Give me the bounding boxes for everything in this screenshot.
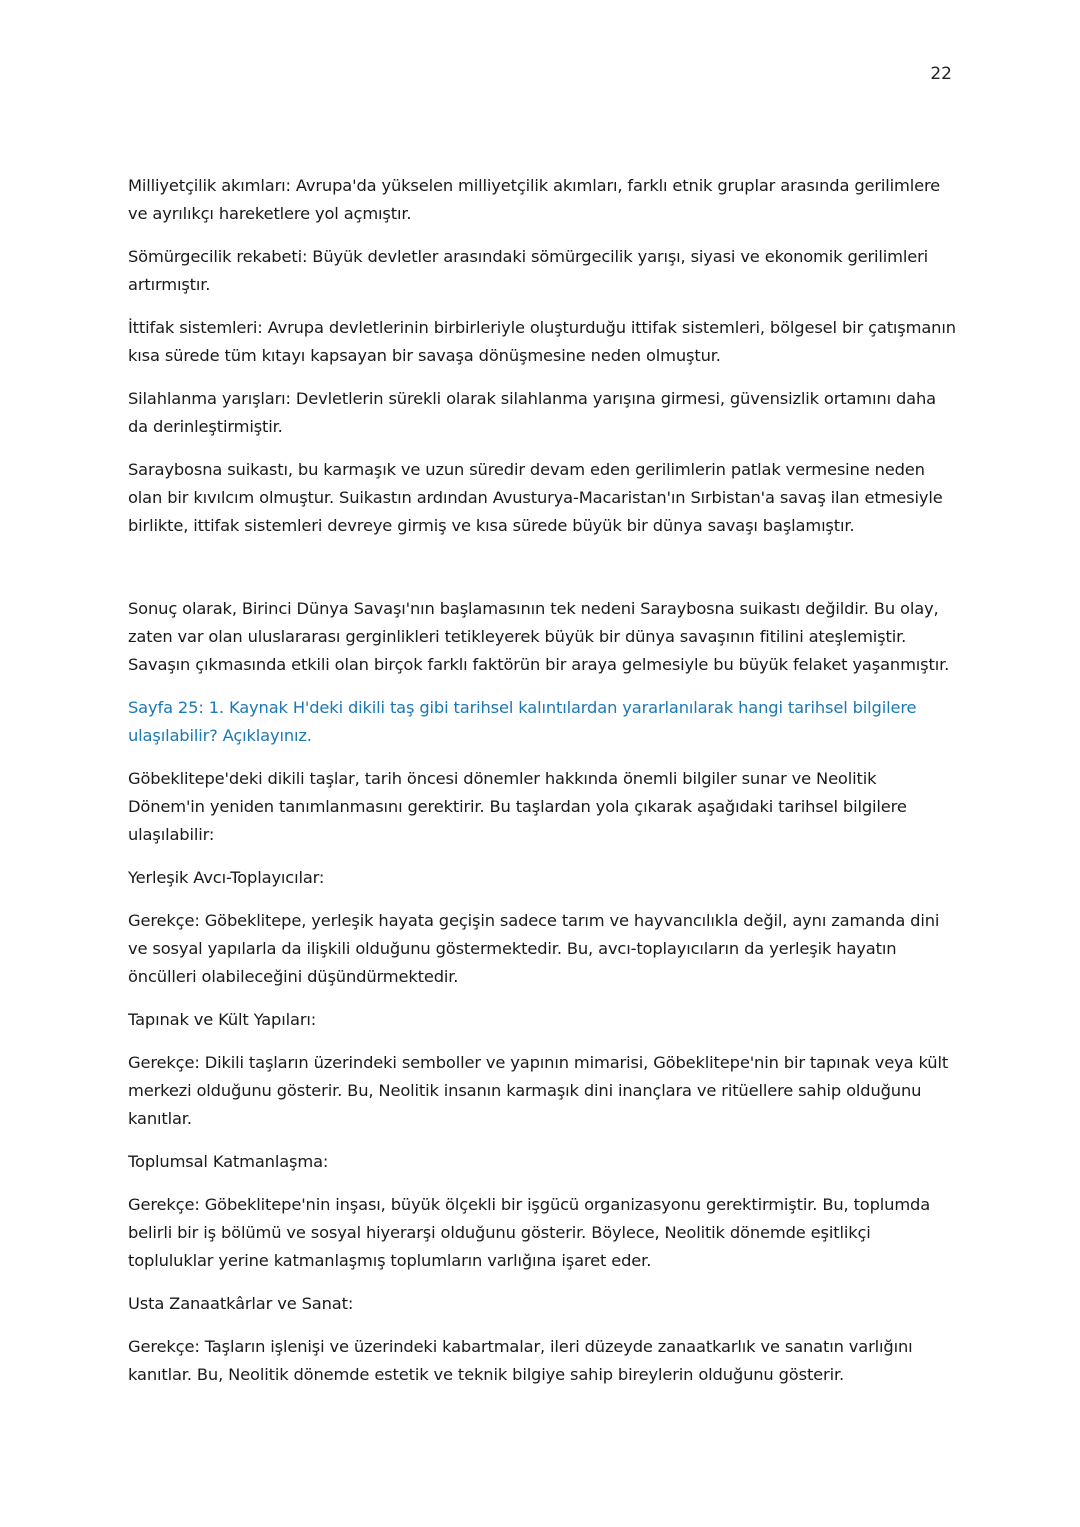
subheading-craftsmen: Usta Zanaatkârlar ve Sanat: bbox=[128, 1294, 354, 1313]
subheading-hunter-gatherers: Yerleşik Avcı-Toplayıcılar: bbox=[128, 868, 325, 887]
paragraph-arms-race: Silahlanma yarışları: Devletlerin sürekli olarak silahlanma yarışına girmesi, güvensizlik ortamını daha da derinleştirmiştir. bbox=[128, 389, 936, 436]
subheading-temples: Tapınak ve Kült Yapıları: bbox=[128, 1010, 317, 1029]
paragraph-reason-stratification: Gerekçe: Göbeklitepe'nin inşası, büyük ölçekli bir işgücü organizasyonu gerektirmiştir. Bu, toplumda belirli bir iş bölümü ve sosyal hiyerarşi olduğunu gösterir. Böylece, Neolitik dönemde eşitlikçi topluluklar yerine katmanlaşmış toplumların varlığına işaret eder. bbox=[128, 1195, 931, 1270]
document-body bbox=[128, 172, 958, 1404]
paragraph-conclusion: Sonuç olarak, Birinci Dünya Savaşı'nın başlamasının tek nedeni Saraybosna suikastı değildir. Bu olay, zaten var olan uluslararası gerginlikleri tetikleyerek büyük bir dünya savaşının fitilini ateşlemiştir. Savaşın çıkmasında etkili olan birçok farklı faktörün bir araya gelmesiyle bu büyük felaket yaşanmıştır. bbox=[128, 599, 950, 674]
page-number: 22 bbox=[930, 64, 952, 84]
paragraph-colonialism: Sömürgecilik rekabeti: Büyük devletler arasındaki sömürgecilik yarışı, siyasi ve ekonomik gerilimleri artırmıştır. bbox=[128, 247, 929, 294]
paragraph-gobeklitepe-intro: Göbeklitepe'deki dikili taşlar, tarih öncesi dönemler hakkında önemli bilgiler sunar ve Neolitik Dönem'in yeniden tanımlanmasını gerektirir. Bu taşlardan yola çıkarak aşağıdaki tarihsel bilgilere ulaşılabilir: bbox=[128, 769, 907, 844]
paragraph-reason-hunter-gatherers: Gerekçe: Göbeklitepe, yerleşik hayata geçişin sadece tarım ve hayvancılıkla değil, aynı zamanda dini ve sosyal yapılarla da ilişkili olduğunu göstermektedir. Bu, avcı-toplayıcıların da yerleşik hayatın öncülleri olabileceğini düşündürmektedir. bbox=[128, 911, 940, 986]
paragraph-reason-craftsmen: Gerekçe: Taşların işlenişi ve üzerindeki kabartmalar, ileri düzeyde zanaatkarlık ve sanatın varlığını kanıtlar. Bu, Neolitik dönemde estetik ve teknik bilgiye sahip bireylerin olduğunu gösterir. bbox=[128, 1337, 913, 1384]
paragraph-sarajevo: Saraybosna suikastı, bu karmaşık ve uzun süredir devam eden gerilimlerin patlak vermesine neden olan bir kıvılcım olmuştur. Suikastın ardından Avusturya-Macaristan'ın Sırbistan'a savaş ilan etmesiyle birlikte, ittifak sistemleri devreye girmiş ve kısa sürede büyük bir dünya savaşı başlamıştır. bbox=[128, 460, 943, 535]
question-heading: Sayfa 25: 1. Kaynak H'deki dikili taş gibi tarihsel kalıntılardan yararlanılarak hangi tarihsel bilgilere ulaşılabilir? Açıklayınız. bbox=[128, 698, 917, 745]
subheading-stratification: Toplumsal Katmanlaşma: bbox=[128, 1152, 329, 1171]
paragraph-reason-temples: Gerekçe: Dikili taşların üzerindeki semboller ve yapının mimarisi, Göbeklitepe'nin bir tapınak veya kült merkezi olduğunu gösterir. Bu, Neolitik insanın karmaşık dini inançlara ve ritüellere sahip olduğunu kanıtlar. bbox=[128, 1053, 949, 1128]
paragraph-alliances: İttifak sistemleri: Avrupa devletlerinin birbirleriyle oluşturduğu ittifak sistemleri, bölgesel bir çatışmanın kısa sürede tüm kıtayı kapsayan bir savaşa dönüşmesine neden olmuştur. bbox=[128, 318, 956, 365]
paragraph-nationalism: Milliyetçilik akımları: Avrupa'da yükselen milliyetçilik akımları, farklı etnik gruplar arasında gerilimlere ve ayrılıkçı hareketlere yol açmıştır. bbox=[128, 176, 941, 223]
